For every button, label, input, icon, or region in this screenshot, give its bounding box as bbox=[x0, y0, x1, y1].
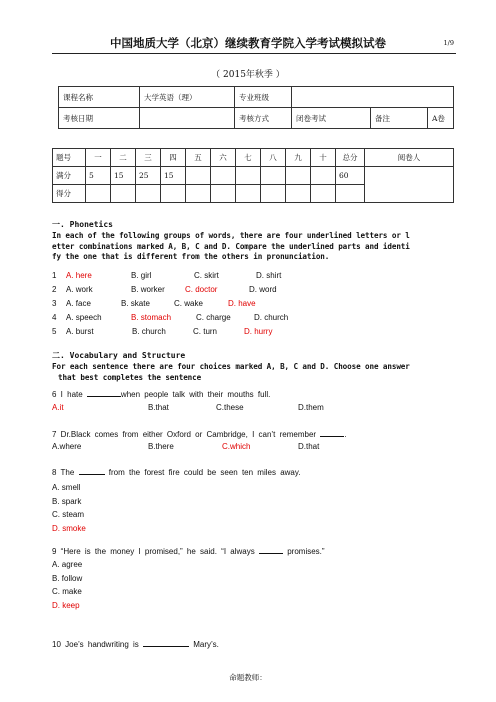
question-number: 3 bbox=[52, 299, 57, 308]
option-d: D. shirt bbox=[256, 271, 282, 280]
got-score-cell bbox=[161, 185, 186, 203]
phonetics-question bbox=[52, 299, 256, 308]
answer-blank bbox=[259, 545, 283, 554]
option-c: C. make bbox=[52, 587, 82, 596]
got-score-label: 得分 bbox=[53, 185, 86, 203]
full-score-cell: 15 bbox=[161, 167, 186, 185]
option-c: C.which bbox=[222, 442, 251, 451]
option-b: B. worker bbox=[131, 285, 165, 294]
full-score-cell bbox=[186, 167, 211, 185]
got-score-cell bbox=[311, 185, 336, 203]
option-a: A. here bbox=[66, 271, 92, 280]
got-score-cell bbox=[136, 185, 161, 203]
got-score-cell bbox=[236, 185, 261, 203]
page-number: 1/9 bbox=[443, 39, 454, 47]
score-header: 三 bbox=[136, 149, 161, 167]
paper-version: A卷 bbox=[428, 108, 454, 129]
answer-blank bbox=[79, 466, 105, 475]
option-a: A. smell bbox=[52, 483, 81, 492]
method-value: 闭卷考试 bbox=[292, 108, 371, 129]
option-b: B. skate bbox=[121, 299, 150, 308]
option-b: B. girl bbox=[131, 271, 152, 280]
got-score-cell bbox=[261, 185, 286, 203]
score-header: 阅卷人 bbox=[365, 149, 454, 167]
full-score-cell: 25 bbox=[136, 167, 161, 185]
instruction-line: For each sentence there are four choices marked A, B, C and D. Choose one answer bbox=[52, 362, 410, 371]
course-label: 课程名称 bbox=[59, 87, 140, 108]
option-b: B.that bbox=[148, 403, 169, 412]
instruction-line: that best completes the sentence bbox=[58, 372, 202, 382]
full-score-cell bbox=[311, 167, 336, 185]
full-score-cell: 15 bbox=[111, 167, 136, 185]
question-8-stem: 8 The from the forest fire could be seen ten miles away. bbox=[52, 468, 301, 477]
answer-blank bbox=[320, 428, 344, 437]
option-a: A. work bbox=[66, 285, 93, 294]
note-label: 备注 bbox=[371, 108, 428, 129]
got-score-cell bbox=[186, 185, 211, 203]
question-number: 4 bbox=[52, 313, 57, 322]
option-c: C. turn bbox=[193, 327, 218, 336]
score-header: 八 bbox=[261, 149, 286, 167]
question-number: 1 bbox=[52, 271, 57, 280]
question-number: 5 bbox=[52, 327, 57, 336]
instruction-line: fy the one that is different from the others in pronunciation. bbox=[52, 252, 330, 262]
got-score-cell bbox=[86, 185, 111, 203]
question-8-options bbox=[52, 481, 86, 535]
option-d: D. keep bbox=[52, 600, 80, 610]
section-instructions bbox=[52, 362, 462, 383]
option-a: A. speech bbox=[66, 313, 102, 322]
option-d: D. smoke bbox=[52, 523, 86, 533]
option-a: A.where bbox=[52, 442, 82, 451]
question-7-stem: 7 Dr.Black comes from either Oxford or Cambridge, I can’t remember . bbox=[52, 430, 347, 439]
answer-blank bbox=[87, 388, 121, 397]
score-header: 四 bbox=[161, 149, 186, 167]
class-value bbox=[292, 87, 454, 108]
got-score-cell bbox=[211, 185, 236, 203]
date-label: 考核日期 bbox=[59, 108, 140, 129]
question-6-stem: 6 I hate when people talk with their mouths full. bbox=[52, 390, 271, 399]
option-c: C. charge bbox=[196, 313, 231, 322]
section-instructions bbox=[52, 231, 462, 263]
option-a: A. face bbox=[66, 299, 91, 308]
full-score-cell bbox=[211, 167, 236, 185]
exam-season: （ 2015年秋季 ） bbox=[211, 70, 285, 80]
option-a: A. burst bbox=[66, 327, 94, 336]
page-header-title: 中国地质大学（北京）继续教育学院入学考试模拟试卷 bbox=[110, 36, 386, 50]
score-header: 十 bbox=[311, 149, 336, 167]
phonetics-question bbox=[52, 327, 273, 336]
instruction-line: In each of the following groups of words, there are four underlined letters or l bbox=[52, 231, 410, 240]
option-c: C. wake bbox=[174, 299, 203, 308]
option-c: C.these bbox=[216, 403, 244, 412]
option-c: C. skirt bbox=[194, 271, 219, 280]
got-score-cell bbox=[286, 185, 311, 203]
full-score-cell: 60 bbox=[336, 167, 365, 185]
score-header: 五 bbox=[186, 149, 211, 167]
grader-cell bbox=[365, 167, 454, 203]
full-score-cell: 5 bbox=[86, 167, 111, 185]
option-d: D.that bbox=[298, 442, 320, 451]
phonetics-question bbox=[52, 285, 277, 294]
option-a: A. agree bbox=[52, 560, 83, 569]
question-10-stem: 10 Joe’s handwriting is Mary’s. bbox=[52, 640, 219, 649]
option-a: A.it bbox=[52, 403, 64, 412]
got-score-cell bbox=[111, 185, 136, 203]
phonetics-question bbox=[52, 313, 289, 322]
option-d: D. hurry bbox=[244, 327, 273, 336]
option-b: B. stomach bbox=[131, 313, 172, 322]
option-b: B. spark bbox=[52, 496, 82, 506]
option-c: C. doctor bbox=[185, 285, 218, 294]
score-header: 九 bbox=[286, 149, 311, 167]
full-score-cell bbox=[286, 167, 311, 185]
question-number: 2 bbox=[52, 285, 57, 294]
question-9-options bbox=[52, 558, 82, 612]
score-header: 一 bbox=[86, 149, 111, 167]
phonetics-question bbox=[52, 271, 282, 280]
option-b: B. church bbox=[132, 327, 166, 336]
option-b: B. follow bbox=[52, 573, 83, 583]
full-score-label: 满分 bbox=[53, 167, 86, 185]
score-table bbox=[52, 148, 454, 203]
got-score-cell bbox=[336, 185, 365, 203]
score-header: 六 bbox=[211, 149, 236, 167]
section-title-vocabulary: 二. Vocabulary and Structure bbox=[52, 351, 186, 360]
score-header: 七 bbox=[236, 149, 261, 167]
full-score-cell bbox=[261, 167, 286, 185]
option-b: B.there bbox=[148, 442, 174, 451]
option-d: D. have bbox=[228, 299, 256, 308]
method-label: 考核方式 bbox=[235, 108, 292, 129]
option-d: D.them bbox=[298, 403, 324, 412]
option-d: D. word bbox=[249, 285, 277, 294]
answer-blank bbox=[143, 638, 189, 647]
instruction-line: etter combinations marked A, B, C and D. Compare the underlined parts and identi bbox=[52, 241, 410, 251]
score-header: 二 bbox=[111, 149, 136, 167]
section-title-phonetics: 一. Phonetics bbox=[52, 220, 113, 229]
full-score-cell bbox=[236, 167, 261, 185]
page-footer: 命题教师： bbox=[229, 673, 267, 682]
option-d: D. church bbox=[254, 313, 289, 322]
score-header: 题号 bbox=[53, 149, 86, 167]
option-c: C. steam bbox=[52, 510, 85, 519]
header-rule bbox=[52, 53, 456, 54]
score-header: 总分 bbox=[336, 149, 365, 167]
exam-info-table bbox=[58, 86, 454, 129]
date-value bbox=[140, 108, 235, 129]
course-value: 大学英语（理） bbox=[140, 87, 235, 108]
class-label: 专业班级 bbox=[235, 87, 292, 108]
question-9-stem: 9 “Here is the money I promised,” he said. “I always promises.” bbox=[52, 547, 325, 556]
